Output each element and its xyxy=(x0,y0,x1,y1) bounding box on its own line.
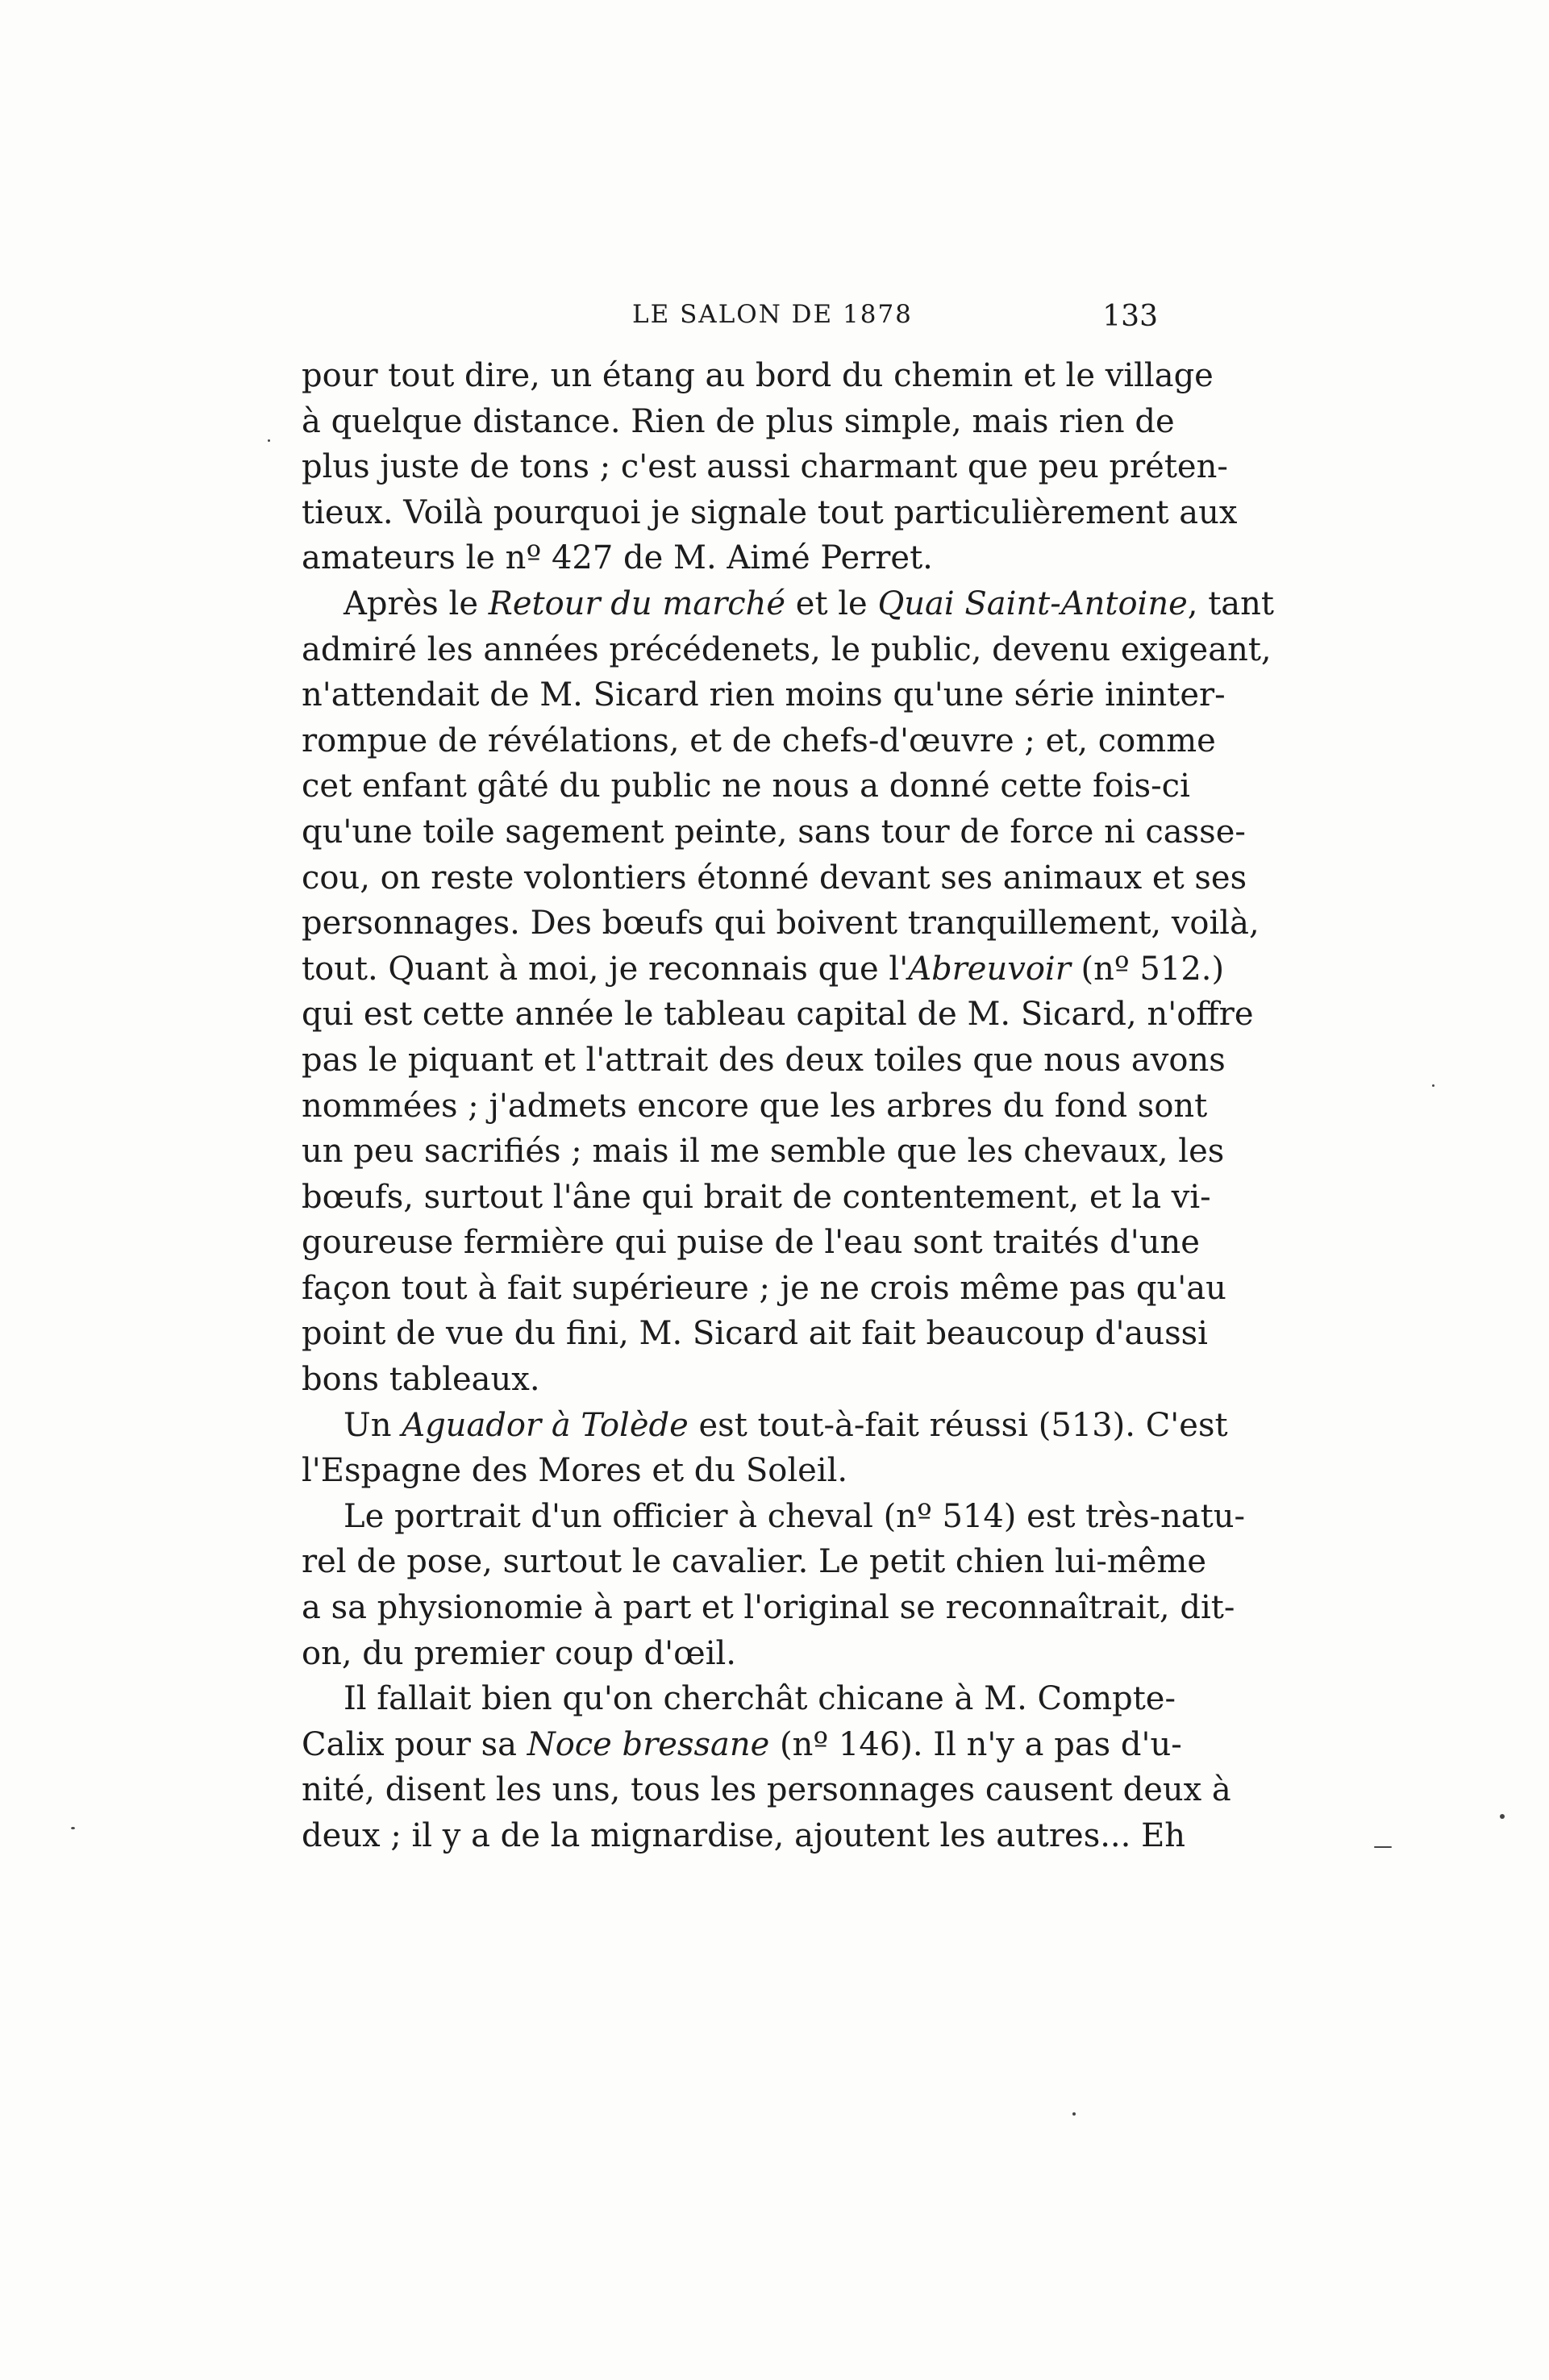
text-segment: admiré les années précédenets, le public, devenu exigeant, xyxy=(302,630,1272,668)
page-number: 133 xyxy=(1102,300,1158,333)
text-segment: personnages. Des bœufs qui boivent tranquillement, voilà, xyxy=(302,905,1260,942)
text-segment: bœufs, surtout l'âne qui brait de contentement, et la vi- xyxy=(302,1178,1211,1216)
text-line xyxy=(302,1676,1176,1722)
text-line xyxy=(302,1311,1208,1357)
text-segment: nité, disent les uns, tous les personnages causent deux à xyxy=(302,1771,1231,1809)
italic-title: Abreuvoir xyxy=(908,950,1071,988)
text-line xyxy=(302,581,1274,627)
paragraph xyxy=(302,353,1238,581)
text-segment: deux ; il y a de la mignardise, ajoutent les autres... Eh xyxy=(302,1817,1186,1854)
text-segment: (nº 512.) xyxy=(1070,950,1225,988)
text-segment: à quelque distance. Rien de plus simple, mais rien de xyxy=(302,402,1175,440)
text-segment: n'attendait de M. Sicard rien moins qu'une série ininter- xyxy=(302,676,1226,714)
text-segment: amateurs le nº 427 de M. Aimé Perret. xyxy=(302,539,933,577)
text-segment: , tant xyxy=(1187,585,1274,622)
text-segment: cet enfant gâté du public ne nous a donné cette fois-ci xyxy=(302,768,1190,805)
italic-title: Noce bressane xyxy=(527,1725,770,1763)
scan-speck xyxy=(1500,1814,1505,1819)
text-line xyxy=(302,490,1238,536)
running-head xyxy=(302,300,1158,340)
text-segment: pour tout dire, un étang au bord du chemin et le village xyxy=(302,357,1214,394)
text-segment: on, du premier coup d'œil. xyxy=(302,1634,737,1672)
text-line xyxy=(302,1585,1235,1631)
italic-title: Retour du marché xyxy=(488,585,786,622)
text-line xyxy=(302,855,1247,901)
text-line xyxy=(302,1220,1200,1266)
text-segment: et le xyxy=(785,585,878,622)
text-line xyxy=(302,535,1158,581)
text-line xyxy=(302,1129,1225,1175)
text-segment: Après le xyxy=(344,585,489,622)
text-segment: Il fallait bien qu'on cherchât chicane à M. Compte- xyxy=(344,1680,1176,1718)
text-line xyxy=(302,992,1254,1038)
text-line xyxy=(302,1403,1228,1449)
scan-speck xyxy=(71,1827,75,1829)
text-segment: nommées ; j'admets encore que les arbres du fond sont xyxy=(302,1087,1208,1125)
text-line xyxy=(302,809,1246,855)
text-segment: Calix pour sa xyxy=(302,1725,527,1763)
text-line xyxy=(302,1767,1231,1813)
text-segment: qu'une toile sagement peinte, sans tour de force ni casse- xyxy=(302,813,1246,851)
text-segment: tout. Quant à moi, je reconnais que l' xyxy=(302,950,909,988)
text-line xyxy=(302,1813,1186,1859)
text-segment: goureuse fermière qui puise de l'eau sont traités d'une xyxy=(302,1224,1200,1262)
text-segment: (nº 146). Il n'y a pas d'u- xyxy=(769,1725,1182,1763)
scan-speck xyxy=(1374,1846,1392,1848)
scan-speck xyxy=(1432,1084,1434,1087)
text-line xyxy=(302,1038,1226,1084)
text-line xyxy=(302,1539,1207,1585)
text-line xyxy=(302,1357,1158,1403)
text-segment: façon tout à fait supérieure ; je ne crois même pas qu'au xyxy=(302,1269,1226,1307)
text-segment: Le portrait d'un officier à cheval (nº 514) est très-natu- xyxy=(344,1497,1245,1535)
italic-title: Quai Saint-Antoine xyxy=(877,585,1188,622)
paragraph xyxy=(302,581,1274,1403)
text-line xyxy=(302,627,1272,673)
text-segment: plus juste de tons ; c'est aussi charmant que peu préten- xyxy=(302,448,1228,486)
text-segment: Un xyxy=(344,1406,402,1444)
text-segment: rel de pose, surtout le cavalier. Le petit chien lui-même xyxy=(302,1543,1207,1581)
text-line xyxy=(302,399,1175,445)
text-segment: qui est cette année le tableau capital de M. Sicard, n'offre xyxy=(302,996,1254,1034)
scan-speck xyxy=(1072,2112,1076,2116)
scan-speck xyxy=(268,439,270,442)
text-line xyxy=(302,444,1228,490)
text-segment: l'Espagne des Mores et du Soleil. xyxy=(302,1452,848,1490)
text-line xyxy=(302,1175,1211,1221)
text-line xyxy=(302,901,1260,947)
text-segment: bons tableaux. xyxy=(302,1361,540,1399)
text-line xyxy=(302,1631,1158,1677)
text-segment: a sa physionomie à part et l'original se reconnaîtrait, dit- xyxy=(302,1589,1235,1627)
text-segment: un peu sacrifiés ; mais il me semble que les chevaux, les xyxy=(302,1133,1225,1171)
text-line xyxy=(302,353,1214,399)
text-segment: pas le piquant et l'attrait des deux toiles que nous avons xyxy=(302,1041,1226,1079)
paragraph xyxy=(302,1494,1245,1676)
text-line xyxy=(302,672,1226,718)
running-title: LE SALON DE 1878 xyxy=(632,300,913,329)
text-line xyxy=(302,718,1216,764)
text-line xyxy=(302,1494,1245,1540)
text-segment: tieux. Voilà pourquoi je signale tout particulièrement aux xyxy=(302,493,1238,531)
text-line xyxy=(302,1266,1226,1312)
text-segment: rompue de révélations, et de chefs-d'œuvre ; et, comme xyxy=(302,722,1216,759)
text-line xyxy=(302,1722,1182,1768)
paragraph xyxy=(302,1403,1228,1494)
body-text xyxy=(302,353,1274,1859)
text-line xyxy=(302,1448,1158,1494)
text-segment: cou, on reste volontiers étonné devant ses animaux et ses xyxy=(302,859,1247,897)
text-line xyxy=(302,947,1225,992)
text-line xyxy=(302,1084,1208,1130)
text-segment: point de vue du fini, M. Sicard ait fait beaucoup d'aussi xyxy=(302,1315,1208,1353)
text-line xyxy=(302,764,1190,809)
paragraph xyxy=(302,1676,1231,1858)
text-segment: est tout-à-fait réussi (513). C'est xyxy=(688,1406,1228,1444)
italic-title: Aguador à Tolède xyxy=(402,1406,689,1444)
